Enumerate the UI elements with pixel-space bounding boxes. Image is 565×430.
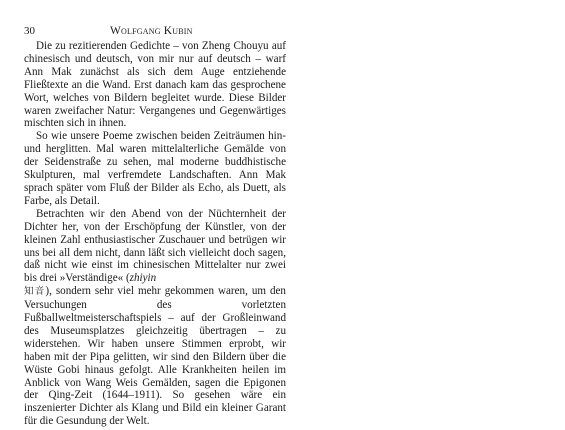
page-number: 30 [24, 25, 35, 37]
paragraph-2: So wie unsere Poeme zwischen beiden Zeiträumen hin- und herglitten. Mal waren mittelalterliche Gemälde von der Seidenstraße zu sehen, mal moderne buddhistische Skulpturen, mal verfremdete Landschaften. Ann Mak sprach später vom Fluß der Bilder als Echo, als Duett, als Farbe, als Detail. [24, 130, 286, 207]
paragraph-3-start: Betrachten wir den Abend von der Nüchternheit der Dichter her, von der Erschöpfung der Künstler, von der kleinen Zahl enthusiastischer Zuschauer und betrügen wir uns bei all dem nicht, dann läßt sich vielleicht doch sagen, daß nicht wie einst im chinesischen Mittelalter nur zwei bis drei »Verständige« ( [24, 207, 286, 285]
running-head [24, 24, 284, 38]
paragraph-1: Die zu rezitierenden Gedichte – von Zheng Chouyu auf chinesisch und deutsch, von mir nur auf deutsch – warf Ann Mak zunächst als sich dem Auge entziehende Fließtexte an die Wand. Erst danach kam das gesprochene Wort, welches von Bildern begleitet wurde. Diese Bilder waren zweifacher Natur: Vergangenes und Gegenwärtiges mischten sich in ihnen. [24, 40, 286, 130]
body-text [24, 40, 286, 428]
term-zhiyin: zhiyin [129, 272, 157, 285]
paragraph-3 [24, 208, 286, 428]
paragraph-3-end: ), sondern sehr viel mehr gekommen waren, um den Versuchungen des vorletzten Fußballweltmeisterschaftspiels – auf der Großleinwand des Museumsplatzes gleichzeitig übertragen – zu widerstehen. Wir haben unsere Stimmen erprobt, wir haben mit der Pipa gelitten, wir sind den Bildern über die Wüste Gobi hinaus gefolgt. Alle Krankheiten heilen im Anblick von Wang Weis Gemälden, sagen die Epigonen der Qing-Zeit (1644–1911). So gesehen wäre ein inszenierter Dichter als Klang und Bild ein kleiner Garant für die Gesundung der Welt. [24, 285, 286, 428]
term-zhiyin-characters: 知音 [24, 286, 46, 298]
running-title: Wolfgang Kubin [110, 25, 193, 37]
